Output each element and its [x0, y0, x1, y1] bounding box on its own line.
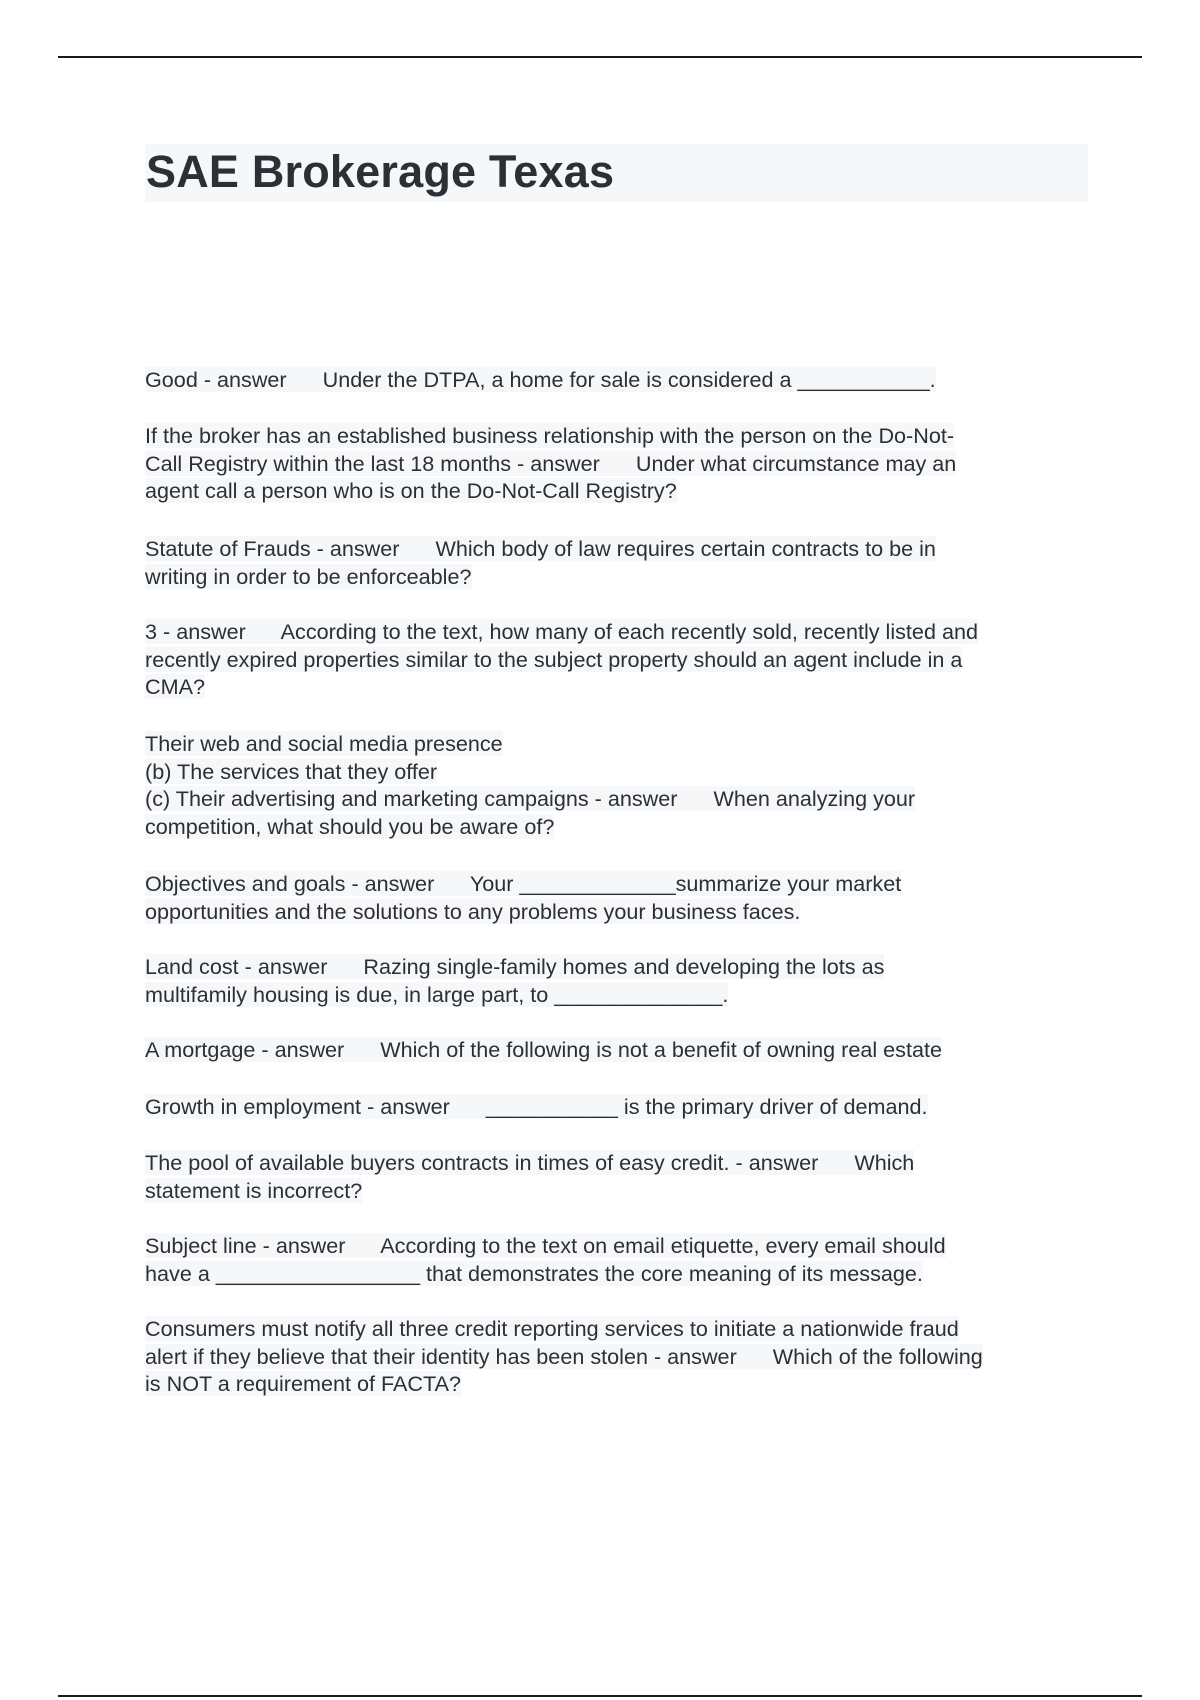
qa-line: CMA?: [145, 674, 205, 699]
qa-line: alert if they believe that their identity has been stolen - answer Which of the following: [145, 1343, 983, 1369]
qa-line: competition, what should you be aware of?: [145, 813, 555, 839]
qa-line: agent call a person who is on the Do-Not-Call Registry?: [145, 478, 677, 503]
bottom-rule: [58, 1695, 1142, 1697]
qa-line: Land cost - answer Razing single-family homes and developing the lots as: [145, 954, 885, 979]
qa-line: Call Registry within the last 18 months - answer Under what circumstance may an: [145, 450, 957, 476]
qa-line: If the broker has an established business relationship with the person on the Do-Not-: [145, 423, 955, 448]
qa-line: Consumers must notify all three credit reporting services to initiate a nationwide fraud: [145, 1316, 959, 1341]
qa-line: (c) Their advertising and marketing campaigns - answer When analyzing your: [145, 786, 916, 811]
qa-line: Subject line - answer According to the text on email etiquette, every email should: [145, 1233, 946, 1258]
top-rule: [58, 56, 1142, 58]
qa-line: Good - answer Under the DTPA, a home for sale is considered a ___________.: [145, 367, 936, 392]
qa-line: (b) The services that they offer: [145, 758, 438, 784]
qa-line: recently expired properties similar to the subject property should an agent include in a: [145, 646, 963, 672]
qa-line: is NOT a requirement of FACTA?: [145, 1371, 462, 1396]
qa-entry: [145, 870, 1090, 925]
qa-line: The pool of available buyers contracts in times of easy credit. - answer Which: [145, 1150, 915, 1175]
qa-entry: [145, 618, 1090, 701]
qa-line: multifamily housing is due, in large part, to ______________.: [145, 981, 729, 1007]
qa-line: opportunities and the solutions to any problems your business faces.: [145, 898, 801, 924]
qa-entry: [145, 1232, 1090, 1287]
qa-line: Their web and social media presence: [145, 731, 503, 756]
qa-line: statement is incorrect?: [145, 1177, 363, 1203]
qa-entry: [145, 366, 1090, 394]
qa-entry: [145, 422, 1090, 505]
qa-entry: [145, 1149, 1090, 1204]
qa-entry: [145, 1315, 1090, 1398]
qa-line: writing in order to be enforceable?: [145, 563, 472, 589]
page-title: SAE Brokerage Texas: [146, 146, 615, 197]
qa-entry: [145, 1036, 1090, 1064]
qa-entry: [145, 953, 1090, 1008]
qa-line: A mortgage - answer Which of the following is not a benefit of owning real estate: [145, 1037, 942, 1062]
qa-entry: [145, 535, 1090, 590]
qa-line: Objectives and goals - answer Your _____________summarize your market: [145, 871, 902, 896]
qa-line: Statute of Frauds - answer Which body of law requires certain contracts to be in: [145, 536, 936, 561]
qa-line: have a _________________ that demonstrates the core meaning of its message.: [145, 1260, 923, 1286]
qa-entry: [145, 1093, 1090, 1121]
qa-line: Growth in employment - answer ___________ is the primary driver of demand.: [145, 1094, 928, 1119]
qa-entry: [145, 730, 1090, 840]
qa-line: 3 - answer According to the text, how many of each recently sold, recently listed and: [145, 619, 978, 644]
